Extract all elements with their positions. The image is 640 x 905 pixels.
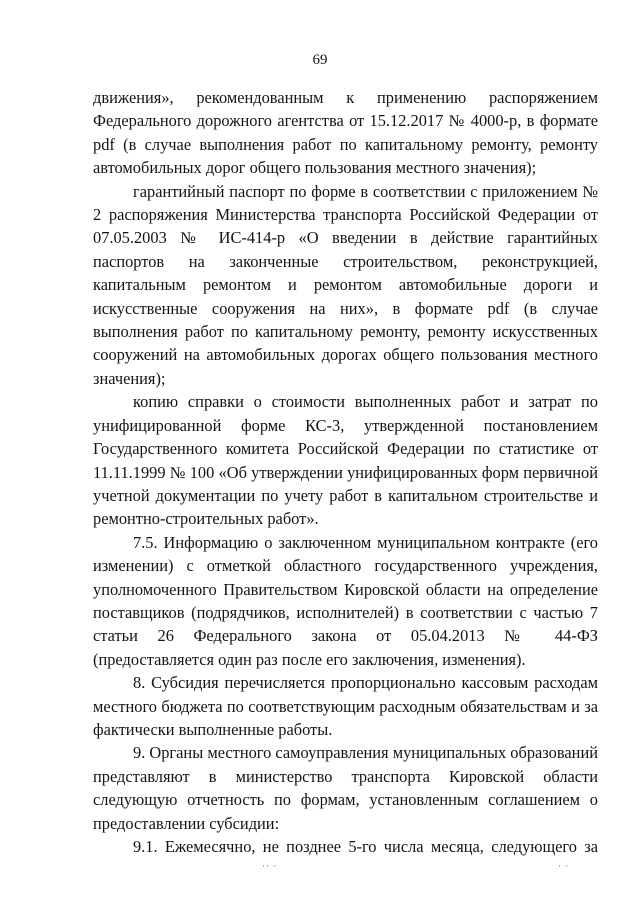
- paragraph-8: 8. Субсидия перечисляется пропорционально кассовым расходам местного бюджета по соответствующим расходным обязательствам и за фактически выполненные работы.: [93, 673, 598, 739]
- paragraph-guarantee-passport: гарантийный паспорт по форме в соответствии с приложением № 2 распоряжения Министерства транспорта Российской Федерации от 07.05.2003 № ИС-414-р «О введении в действие гарантийных паспортов на законченные строительством, реконструкцией, капитальным ремонтом и ремонтом автомобильные дороги и искусственные сооружения на них», в формате pdf (в случае выполнения работ по капитальному ремонту, ремонту искусственных сооружений на автомобильных дорогах общего пользования местного значения);: [93, 181, 598, 388]
- paragraph-9: 9. Органы местного самоуправления муниципальных образований представляют в министерство транспорта Кировской области следующую отчетность по формам, установленным соглашением о предоставлении субсидии:: [93, 743, 598, 833]
- paragraph-continuation: движения», рекомендованным к применению распоряжением Федерального дорожного агентства от 15.12.2017 № 4000-р, в формате pdf (в случае выполнения работ по капитальному ремонту, ремонту автомобильных дорог общего пользования местного значения);: [93, 88, 598, 178]
- scan-artifact-mark: · ·: [558, 861, 570, 871]
- paragraph-ks3-certificate: копию справки о стоимости выполненных работ и затрат по унифицированной форме КС-3, утвержденной постановлением Государственного комитета Российской Федерации по статистике от 11.11.1999 № 100 «Об утверждении унифицированных форм первичной учетной документации по учету работ в капитальном строительстве и ремонтно-строительных работ».: [93, 392, 598, 529]
- document-body: [93, 86, 598, 858]
- scan-artifact-mark: ·· ·: [262, 861, 278, 871]
- paragraph-9-1: 9.1. Ежемесячно, не позднее 5-го числа месяца, следующего за: [133, 837, 598, 856]
- paragraph-7-5: 7.5. Информацию о заключенном муниципальном контракте (его изменении) с отметкой областного государственного учреждения, уполномоченного Правительством Кировской области на определение поставщиков (подрядчиков, исполнителей) в соответствии с частью 7 статьи 26 Федерального закона от 05.04.2013 № 44-ФЗ (предоставляется один раз после его заключения, изменения).: [93, 532, 598, 669]
- page-number: 69: [312, 52, 328, 68]
